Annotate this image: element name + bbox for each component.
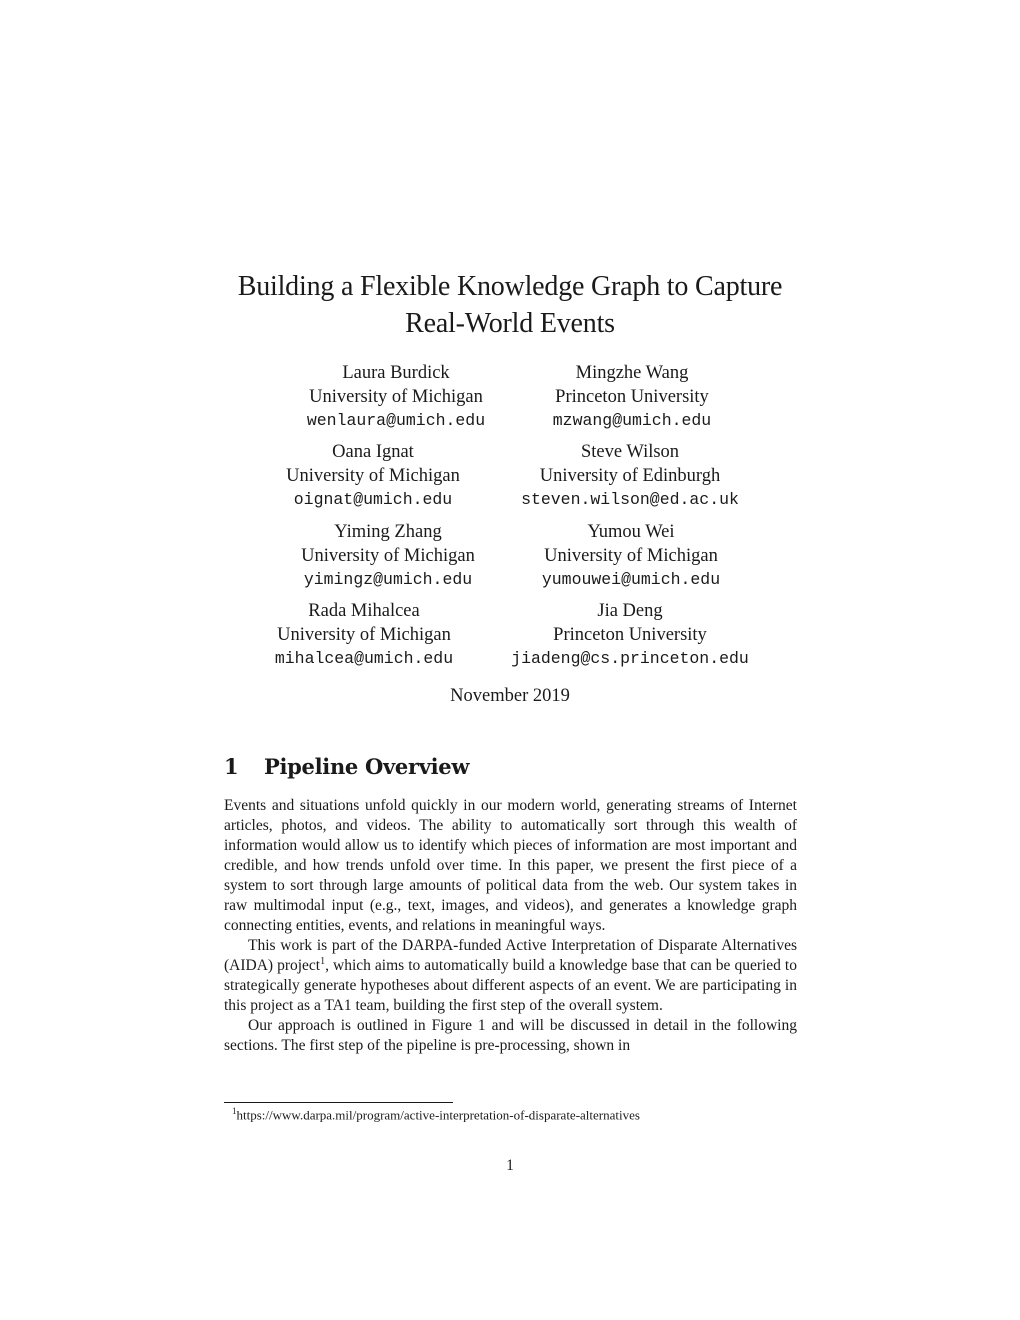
author-name: Yiming Zhang <box>334 522 442 542</box>
author-block <box>492 362 772 433</box>
author-email: steven.wilson@ed.ac.uk <box>521 490 739 509</box>
author-block <box>234 600 494 671</box>
author-email: jiadeng@cs.princeton.edu <box>511 649 749 668</box>
author-block <box>266 362 526 433</box>
author-email: oignat@umich.edu <box>293 490 453 509</box>
footnote-marker: 1 <box>232 1106 237 1116</box>
author-affiliation: Princeton University <box>553 624 707 645</box>
author-affiliation: University of Michigan <box>544 545 718 566</box>
section-number: 1 <box>224 754 239 779</box>
author-email: mihalcea@umich.edu <box>274 649 454 668</box>
author-email: mzwang@umich.edu <box>552 411 712 430</box>
author-block <box>480 600 780 671</box>
section-heading <box>224 754 469 779</box>
author-name: Laura Burdick <box>342 363 450 383</box>
paragraph <box>224 936 797 1016</box>
author-affiliation: University of Edinburgh <box>539 465 721 486</box>
author-block <box>258 521 518 592</box>
paper-title-line-1: Building a Flexible Knowledge Graph to Capture <box>237 271 783 302</box>
paragraph: Events and situations unfold quickly in our modern world, generating streams of Internet articles, photos, and videos. The ability to automatically sort through this wealth of information would allow us to identify which pieces of information are most important and credible, and how trends unfold over time. In this paper, we present the first piece of a system to sort through large amounts of political data from the web. Our system takes in raw multimodal input (e.g., text, images, and videos), and generates a knowledge graph connecting entities, events, and relations in meaningful ways. <box>224 797 797 934</box>
page-number: 1 <box>506 1157 514 1174</box>
author-affiliation: Princeton University <box>555 386 709 407</box>
author-name: Steve Wilson <box>580 442 680 462</box>
author-affiliation: University of Michigan <box>286 465 460 486</box>
author-affiliation: University of Michigan <box>301 545 475 566</box>
author-email: wenlaura@umich.edu <box>306 411 486 430</box>
author-name: Mingzhe Wang <box>575 363 689 383</box>
author-block <box>491 521 771 592</box>
author-affiliation: University of Michigan <box>309 386 483 407</box>
footnote <box>232 1106 640 1123</box>
paper-title <box>0 268 1020 342</box>
author-email: yumouwei@umich.edu <box>541 570 721 589</box>
author-name: Oana Ignat <box>332 442 414 462</box>
author-email: yimingz@umich.edu <box>303 570 473 589</box>
footnote-divider <box>224 1102 453 1103</box>
footnote-link[interactable]: https://www.darpa.mil/program/active-interpretation-of-disparate-alternatives <box>236 1107 640 1123</box>
author-block <box>490 441 770 512</box>
paragraph-text: This work is part of the DARPA-funded Active Interpretation of Disparate Alternatives (AIDA) project <box>224 937 797 974</box>
footnote-marker: 1 <box>320 955 326 967</box>
section-body <box>224 796 797 1056</box>
paragraph-text: , which aims to automatically build a knowledge base that can be queried to strategically generate hypotheses about different aspects of an event. We are participating in this project as a TA1 team, building the first step of the overall system. <box>224 957 797 1014</box>
paper-title-line-2: Real-World Events <box>405 308 615 339</box>
publication-date: November 2019 <box>450 686 570 706</box>
author-name: Rada Mihalcea <box>308 601 420 621</box>
author-name: Yumou Wei <box>587 522 675 542</box>
author-affiliation: University of Michigan <box>277 624 451 645</box>
author-block <box>243 441 503 512</box>
paragraph: Our approach is outlined in Figure 1 and will be discussed in detail in the following sections. The first step of the pipeline is pre-processing, shown in <box>224 1017 797 1054</box>
author-name: Jia Deng <box>597 601 663 621</box>
section-title: Pipeline Overview <box>264 754 470 779</box>
